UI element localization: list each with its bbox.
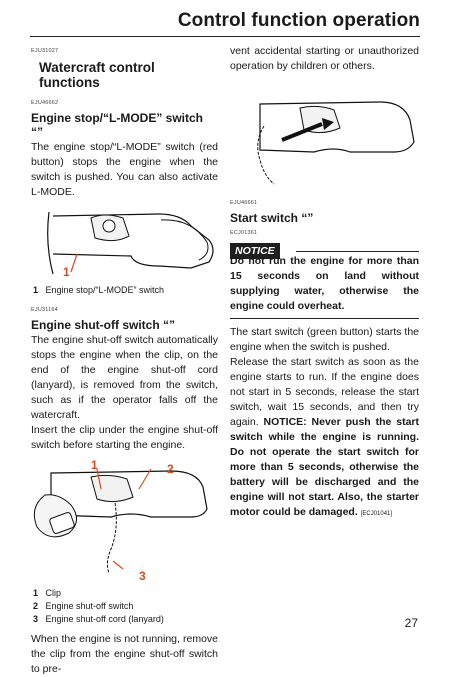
stop-switch-illustration <box>31 206 218 280</box>
notice-divider <box>230 318 419 319</box>
caption-item: 1 Engine stop/“L-MODE” switch <box>33 285 165 295</box>
ref-code: ECJ01361 <box>230 230 258 236</box>
fig2-caption <box>31 587 218 626</box>
start-body-1: The start switch (green button) starts the engine when the switch is pushed. <box>230 326 419 353</box>
shutoff-switch-illustration <box>31 459 218 583</box>
start-body-2-text: Release the start switch as soon as the engine starts to run. If the engine does not start in 5 seconds, release the start switch, wait 15 seconds, and then try again. <box>230 356 419 428</box>
notice-label: NOTICE <box>230 243 280 259</box>
fig2-callout-3: 3 <box>139 569 146 583</box>
right-column <box>230 44 419 522</box>
shutoff-body-1: The engine shut-off switch automatically stops the engine when the clip, on the end of the engine shut-off cord (lanyard), is removed from the switch, such as if the operator falls off the watercraft. <box>31 334 218 421</box>
section-title: Watercraft control functions <box>39 60 155 90</box>
notice-text: Do not run the engine for more than 15 seconds on land without supplying water, otherwise the engine could overheat. <box>230 255 419 312</box>
handlebar-illustration <box>230 80 419 192</box>
page-number: 27 <box>404 616 418 630</box>
ref-code: EJU46662 <box>31 100 59 106</box>
fig1-caption <box>31 284 218 297</box>
start-body-2 <box>230 355 419 522</box>
fig2-callout-2: 2 <box>167 462 174 476</box>
caption-item: 2 Engine shut-off switch <box>33 601 134 611</box>
shutoff-switch-heading: Engine shut-off switch “” <box>31 318 175 332</box>
stop-switch-heading <box>31 111 218 139</box>
stop-switch-heading-text: Engine stop/“L-MODE” switch “” <box>31 111 204 139</box>
notice-rule <box>296 251 419 252</box>
caption-item: 1 Clip <box>33 588 62 598</box>
left-column <box>31 44 218 677</box>
ref-code: EJU31164 <box>31 307 58 313</box>
shutoff-body-2: Insert the clip under the engine shut-off switch before starting the engine. <box>31 424 218 451</box>
start-body-2-ref: [ECJ01041] <box>360 511 393 517</box>
caption-item: 3 Engine shut-off cord (lanyard) <box>33 614 164 624</box>
ref-code: EJU31027 <box>31 48 59 54</box>
ref-code: EJU46661 <box>230 200 258 206</box>
start-switch-heading: Start switch “” <box>230 211 314 225</box>
fig1-callout-1: 1 <box>63 265 70 279</box>
fig2-callout-1: 1 <box>91 459 98 472</box>
page-header-title: Control function operation <box>177 10 420 31</box>
continued-text: vent accidental starting or unauthorized operation by children or others. <box>230 45 419 72</box>
stop-switch-body: The engine stop/“L-MODE” switch (red button) stops the engine when the switch is pushed. You can also activate L-MODE. <box>31 141 218 198</box>
header-rule <box>30 36 420 37</box>
start-body-2-notice: NOTICE: Never push the start switch while the engine is running. Do not operate the start switch for more than 5 seconds, otherwise the battery will be discharged and the engine will not start. Also, the starter motor could be damaged. <box>230 416 419 518</box>
bottom-text: When the engine is not running, remove the clip from the engine shut-off switch to pre- <box>31 633 218 675</box>
